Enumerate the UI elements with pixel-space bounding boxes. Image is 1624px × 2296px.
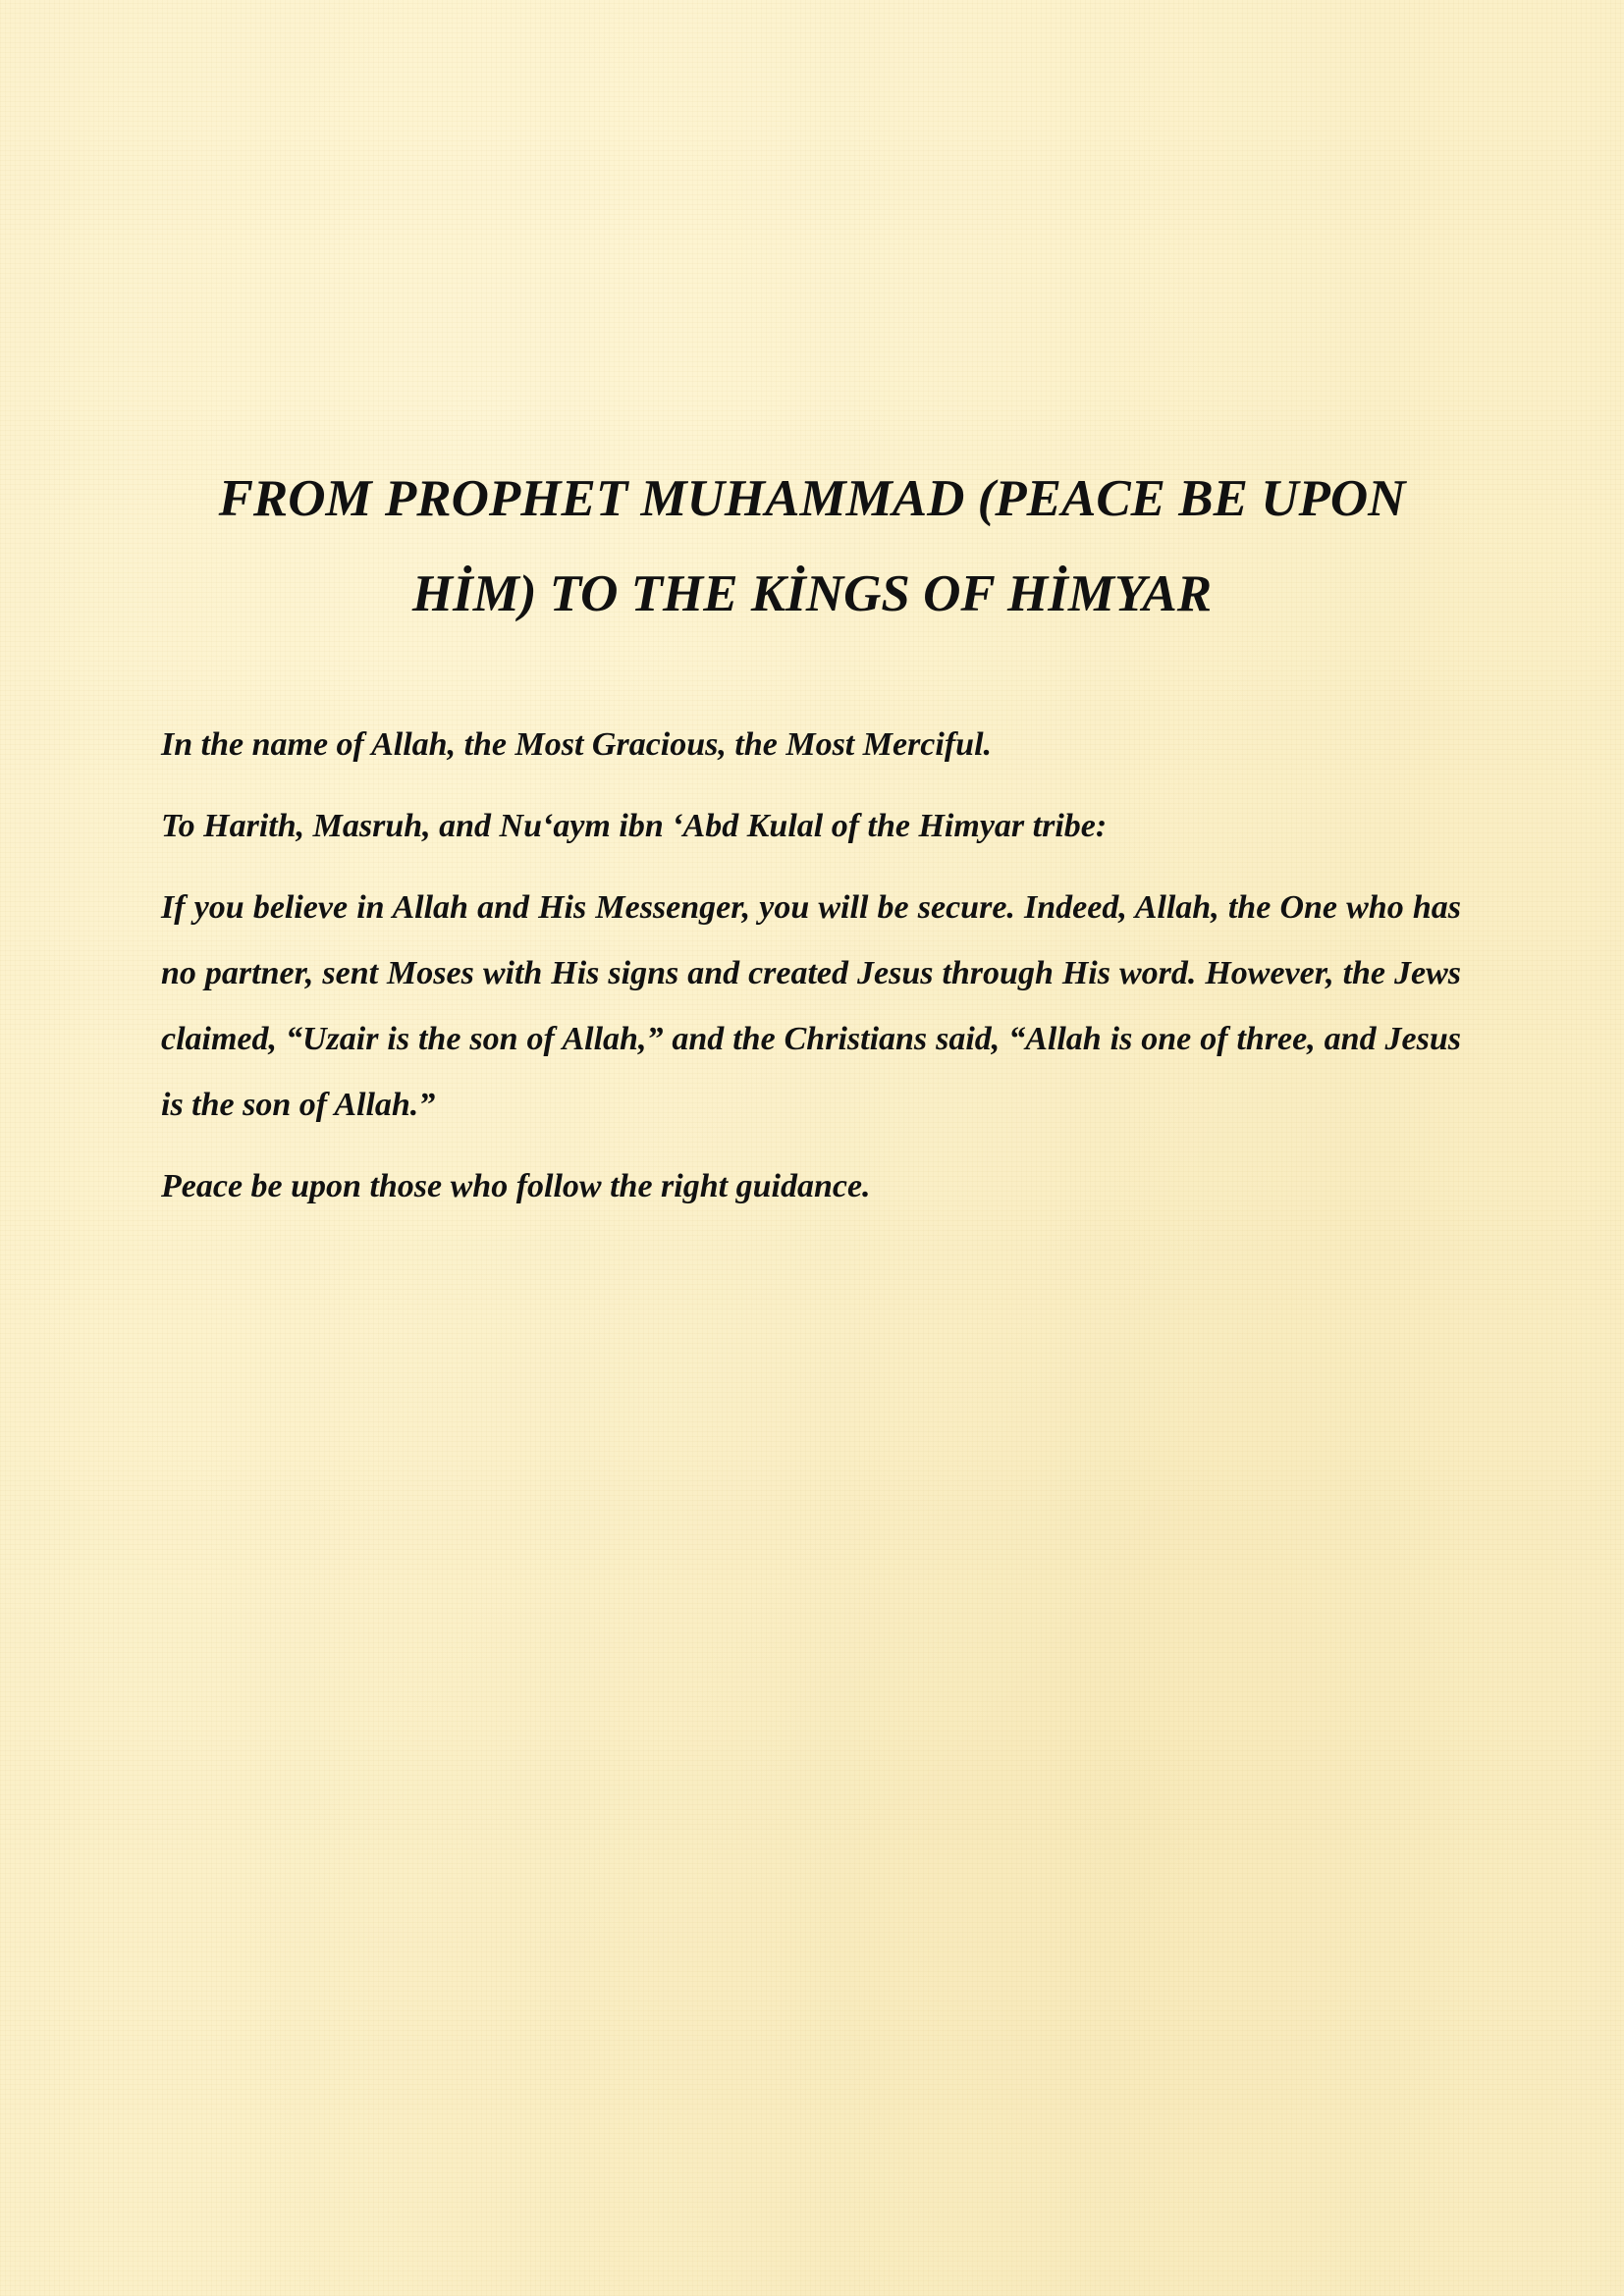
document-title	[157, 452, 1467, 642]
document-title-line-2: HİM) TO THE KİNGS OF HİMYAR	[411, 565, 1213, 622]
addressee-paragraph: To Harith, Masruh, and Nu‘aym ibn ‘Abd Kulal of the Himyar tribe:	[161, 808, 1108, 844]
letter-body	[161, 712, 1461, 1235]
basmala-paragraph: In the name of Allah, the Most Gracious, the Most Merciful.	[161, 726, 993, 763]
document-title-line-1: FROM PROPHET MUHAMMAD (PEACE BE UPON	[218, 470, 1406, 527]
message-paragraph: If you believe in Allah and His Messenger, you will be secure. Indeed, Allah, the One who has no partner, sent Moses with His signs and created Jesus through His word. However, the Jews claimed, “Uzair is the son of Allah,” and the Christians said, “Allah is one of three, and Jesus is the son of Allah.”	[161, 889, 1461, 1123]
closing-paragraph: Peace be upon those who follow the right guidance.	[161, 1168, 871, 1204]
